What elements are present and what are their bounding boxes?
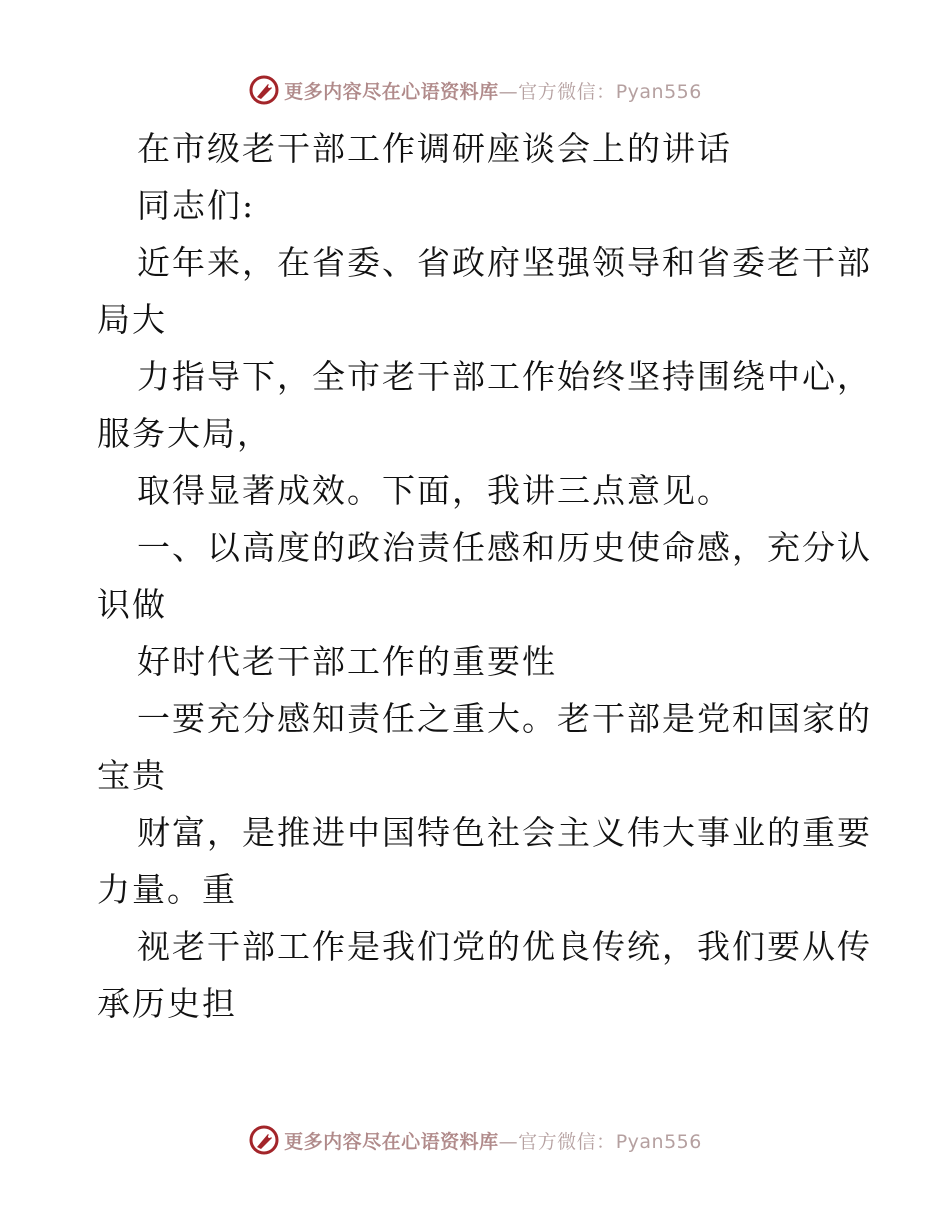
text-line: 力量。重 bbox=[97, 870, 237, 909]
text-line: 视老干部工作是我们党的优良传统，我们要从传 bbox=[137, 927, 872, 966]
section-heading: 好时代老干部工作的重要性 bbox=[137, 642, 557, 681]
text-line: 宝贵 bbox=[97, 756, 167, 795]
text-line: 力指导下，全市老干部工作始终坚持围绕中心， bbox=[137, 357, 872, 396]
footer-watermark bbox=[0, 1120, 950, 1160]
section-heading: 一、以高度的政治责任感和历史使命感，充分认 bbox=[137, 528, 872, 567]
pen-nib-logo-icon bbox=[248, 74, 280, 106]
watermark-text: 更多内容尽在心语资料库—官方微信：Pyan556 bbox=[284, 80, 702, 103]
pen-nib-logo-icon bbox=[248, 1124, 280, 1156]
text-line: 局大 bbox=[97, 300, 167, 339]
document-title: 在市级老干部工作调研座谈会上的讲话 bbox=[137, 129, 732, 168]
text-line: 一要充分感知责任之重大。老干部是党和国家的 bbox=[137, 699, 872, 738]
document-body bbox=[97, 120, 872, 1032]
header-watermark bbox=[0, 70, 950, 110]
salutation: 同志们: bbox=[137, 186, 256, 225]
watermark-text: 更多内容尽在心语资料库—官方微信：Pyan556 bbox=[284, 1130, 702, 1153]
text-line: 财富，是推进中国特色社会主义伟大事业的重要 bbox=[137, 813, 872, 852]
text-line: 近年来，在省委、省政府坚强领导和省委老干部 bbox=[137, 243, 872, 282]
text-line: 服务大局， bbox=[97, 414, 272, 453]
text-line: 取得显著成效。下面，我讲三点意见。 bbox=[137, 471, 732, 510]
section-heading: 识做 bbox=[97, 585, 167, 624]
text-line: 承历史担 bbox=[97, 984, 237, 1023]
